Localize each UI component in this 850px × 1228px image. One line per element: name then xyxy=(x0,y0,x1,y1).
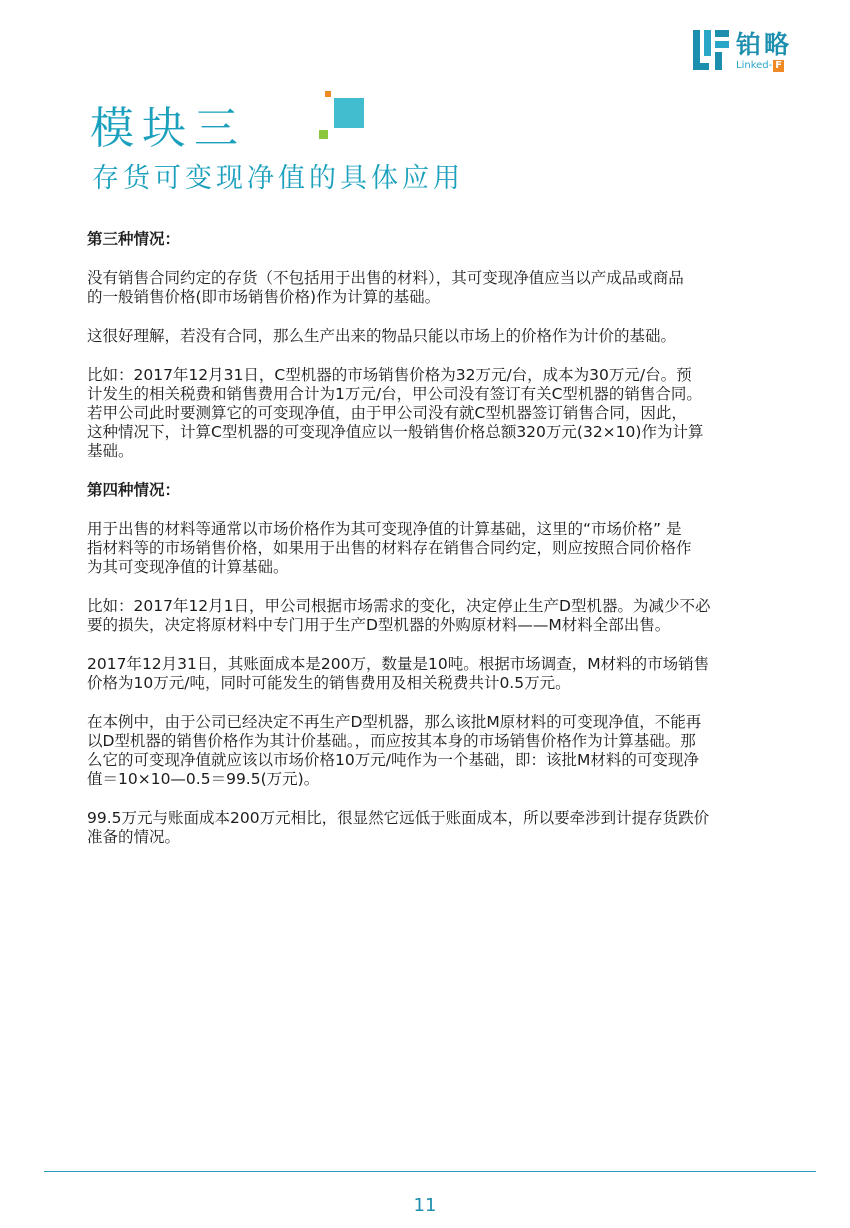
module-subtitle: 存货可变现净值的具体应用 xyxy=(92,163,464,194)
deco-square-teal xyxy=(334,98,364,128)
deco-square-green xyxy=(319,130,328,139)
page-number: 11 xyxy=(413,1195,437,1216)
module-title: 模块三 xyxy=(90,103,246,154)
brand-logo xyxy=(693,30,818,74)
document-body xyxy=(87,230,787,867)
deco-square-orange xyxy=(325,91,331,97)
paragraph: 在本例中，由于公司已经决定不再生产D型机器，那么该批M原材料的可变现净值，不能再 以D型机器的销售价格作为其计价基础。，而应按其本身的市场销售价格作为计算基础。那 么它的可变现净值就应该以市场价格10万元/吨作为一个基础，即：该批M材料的可变现净 值＝10×10—0.5＝99.5(万元)。 xyxy=(87,713,702,788)
paragraph: 这很好理解，若没有合同，那么生产出来的物品只能以市场上的价格作为计价的基础。 xyxy=(87,327,677,345)
paragraph: 没有销售合同约定的存货（不包括用于出售的材料），其可变现净值应当以产成品或商品 的一般销售价格(即市场销售价格)作为计算的基础。 xyxy=(87,269,684,306)
paragraph: 用于出售的材料等通常以市场价格作为其可变现净值的计算基础，这里的“市场价格” 是 指材料等的市场销售价格，如果用于出售的材料存在销售合同约定，则应按照合同价格作 为其可变现净值的计算基础。 xyxy=(87,520,692,576)
paragraph: 2017年12月31日，其账面成本是200万，数量是10吨。根据市场调查，M材料的市场销售 价格为10万元/吨，同时可能发生的销售费用及相关税费共计0.5万元。 xyxy=(87,655,710,692)
footer-divider xyxy=(44,1171,816,1172)
section-heading: 第四种情况： xyxy=(87,481,181,499)
logo-english-name: Linked- F xyxy=(736,60,783,71)
section-heading: 第三种情况： xyxy=(87,230,181,248)
paragraph: 99.5万元与账面成本200万元相比，很显然它远低于账面成本，所以要牵涉到计提存货跌价 准备的情况。 xyxy=(87,809,710,846)
logo-chinese-name: 铂略 xyxy=(736,30,793,59)
paragraph: 比如：2017年12月1日，甲公司根据市场需求的变化，决定停止生产D型机器。为减少不必 要的损失，决定将原材料中专门用于生产D型机器的外购原材料——M材料全部出售。 xyxy=(87,597,711,634)
logo-mark-icon xyxy=(693,30,729,70)
paragraph: 比如：2017年12月31日，C型机器的市场销售价格为32万元/台，成本为30万元/台。预 计发生的相关税费和销售费用合计为1万元/台，甲公司没有签订有关C型机器的销售合同。 若甲公司此时要测算它的可变现净值，由于甲公司没有就C型机器签订销售合同，因此， 这种情况下，计算C型机器的可变现净值应以一般销售价格总额320万元(32×10)作为计算 基础。 xyxy=(87,366,704,460)
